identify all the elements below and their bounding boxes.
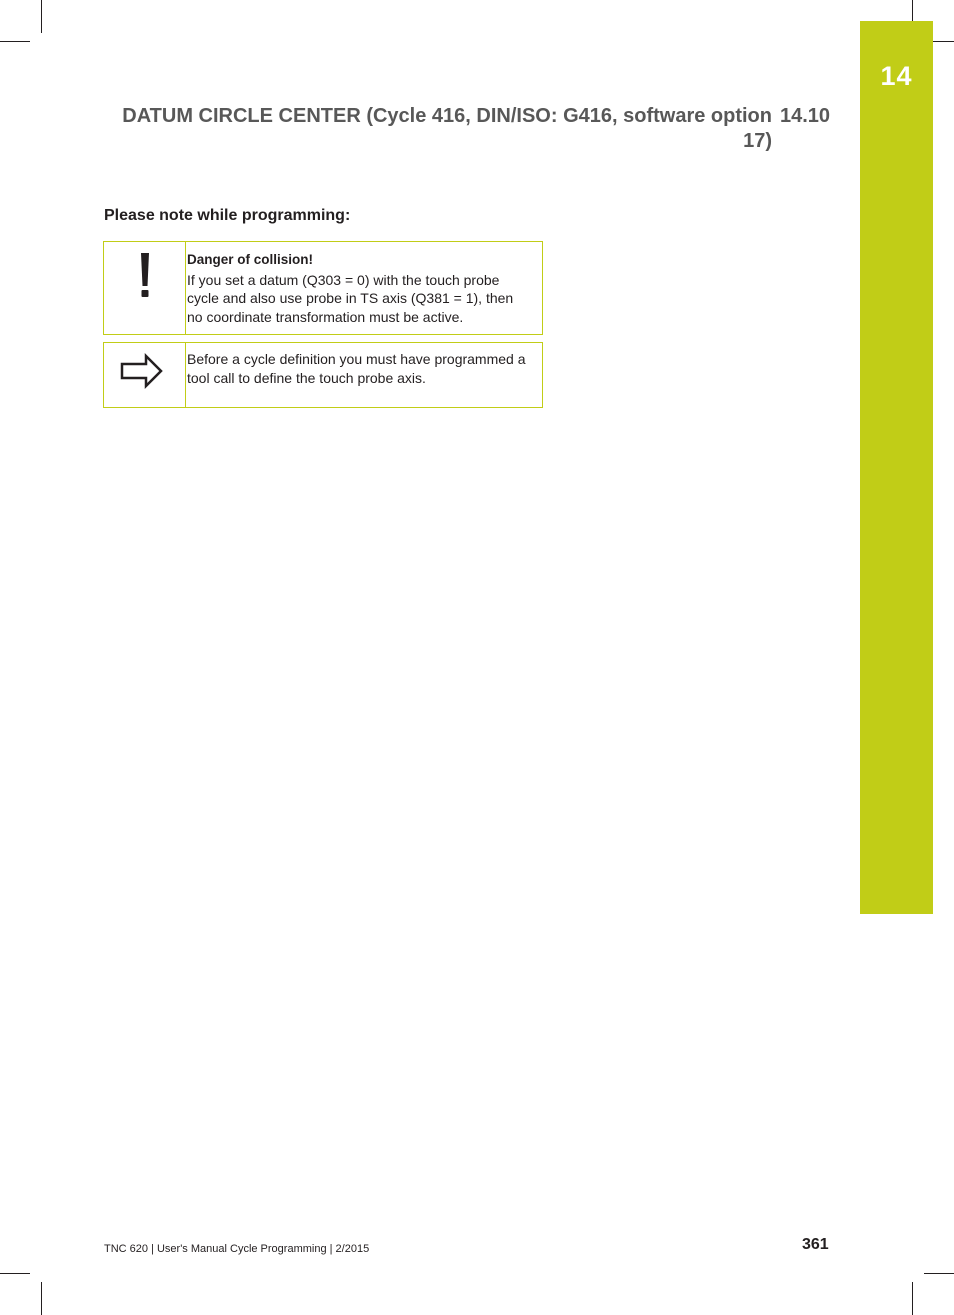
note-text [186,242,542,334]
note-icon-cell [104,242,186,334]
note-icon-cell [104,343,186,407]
note-body: If you set a datum (Q303 = 0) with the touch probe cycle and also use probe in TS axis (Q381 = 1), then no coordinate transformation must be active. [187,271,514,325]
note-title: Danger of collision! [187,252,314,267]
subheading: Please note while programming: [104,207,351,224]
page-number: 361 [802,1236,829,1253]
arrow-right-icon [104,343,186,407]
chapter-tab [860,21,933,914]
crop-mark [924,1273,954,1274]
chapter-number: 14 [880,61,913,91]
page-header-title [90,104,772,154]
note-body: Before a cycle definition you must have programmed a tool call to define the touch probe axis. [187,351,526,386]
crop-mark [41,1282,42,1315]
crop-mark [0,1273,30,1274]
header-section-number: 14.10 [780,105,831,127]
footer-text: TNC 620 | User's Manual Cycle Programming | 2/2015 [104,1243,370,1255]
header-title-line2: 17) [743,130,772,152]
header-title-line1: DATUM CIRCLE CENTER (Cycle 416, DIN/ISO: G416, software option [122,105,772,127]
warning-note [103,241,543,335]
crop-mark [912,1282,913,1315]
crop-mark [41,0,42,33]
crop-mark [0,41,30,42]
info-note [103,342,543,408]
exclamation-icon [104,242,186,334]
note-text [186,343,542,407]
